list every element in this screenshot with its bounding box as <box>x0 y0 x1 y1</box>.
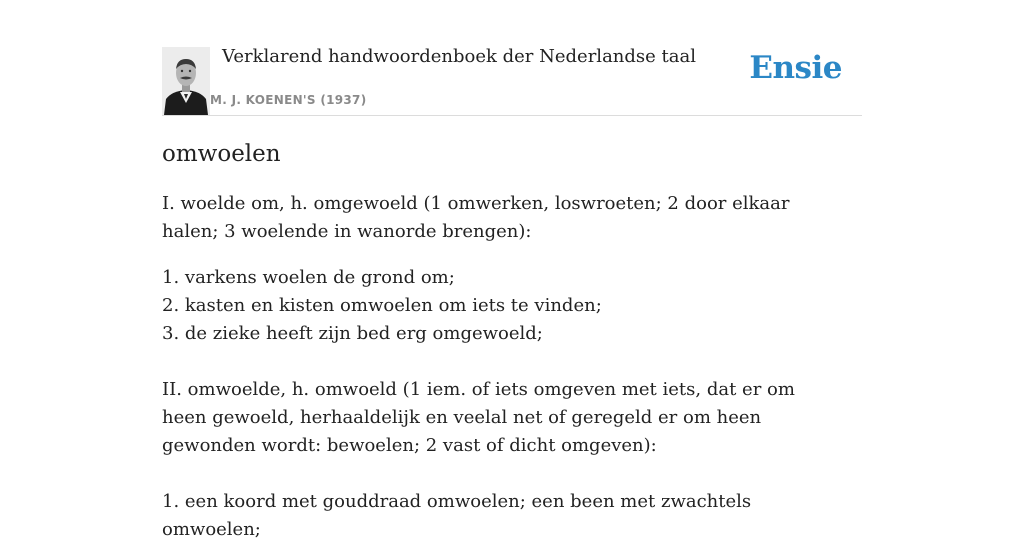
sense-1-examples <box>162 264 832 348</box>
brand-logo-link[interactable]: Ensie <box>749 50 842 86</box>
sense-2-examples <box>162 488 832 544</box>
author-portrait <box>162 47 210 115</box>
sense-2-example: 1. een koord met gouddraad omwoelen; een been met zwachtels omwoelen; <box>162 491 752 540</box>
spacer <box>162 246 832 264</box>
spacer <box>162 348 832 376</box>
dictionary-header <box>162 46 862 116</box>
sense-1-definition: I. woelde om, h. omgewoeld (1 omwerken, loswroeten; 2 door elkaar halen; 3 woelende in wanorde brengen): <box>162 193 790 242</box>
book-author: M. J. KOENEN'S (1937) <box>210 93 367 107</box>
entry-headword: omwoelen <box>162 141 281 167</box>
spacer <box>162 460 832 488</box>
book-title: Verklarend handwoordenboek der Nederlandse taal <box>222 46 696 67</box>
sense-1-example: 1. varkens woelen de grond om; <box>162 267 455 288</box>
sense-1-example: 2. kasten en kisten omwoelen om iets te vinden; <box>162 295 602 316</box>
sense-2-definition: II. omwoelde, h. omwoeld (1 iem. of iets omgeven met iets, dat er om heen gewoeld, herhaaldelijk en veelal net of geregeld er om heen gewonden wordt: bewoelen; 2 vast of dicht omgeven): <box>162 379 795 456</box>
sense-1-example: 3. de zieke heeft zijn bed erg omgewoeld; <box>162 323 543 344</box>
entry-content <box>162 138 832 544</box>
